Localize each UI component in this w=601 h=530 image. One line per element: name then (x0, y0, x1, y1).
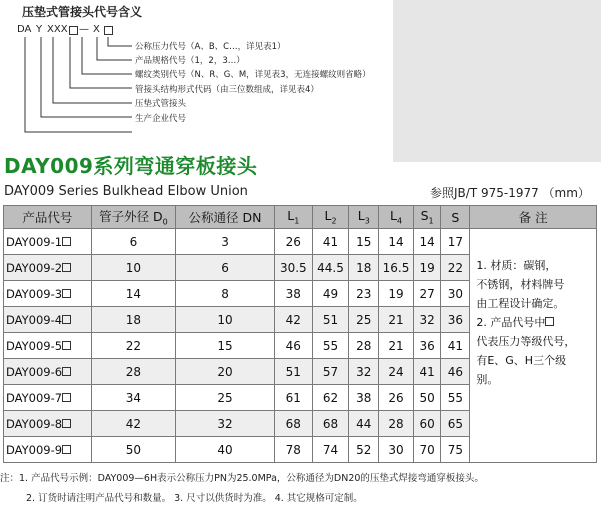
cell-s: 41 (441, 333, 470, 359)
remark-line: 有E、G、H三个级 (476, 354, 567, 367)
code-box-icon (62, 341, 71, 350)
cell-s1: 50 (413, 385, 441, 411)
cell-pipe-od: 14 (91, 281, 175, 307)
cell-l3: 23 (349, 281, 379, 307)
code-part-xxx: XXX (47, 24, 68, 35)
cell-s: 75 (441, 437, 470, 463)
footnote-2: 2. 订货时请注明产品代号和数量。 3. 尺寸以供货时为准。 4. 其它规格可定制。 (26, 493, 363, 504)
footnote-1: 注：1. 产品代号示例：DAY009—6H表示公称压力PN为25.0MPa，公称通径为DN20的压垫式焊接弯通穿板接头。 (0, 473, 484, 484)
cell-s1: 19 (413, 255, 441, 281)
spec-table (3, 205, 597, 463)
cell-l2: 44.5 (312, 255, 349, 281)
cell-nominal-dn: 10 (176, 307, 275, 333)
remarks-cell (470, 229, 597, 463)
header-s1: $S_1$ (413, 206, 441, 229)
code-explanation: 公称压力代号（A、B、C…，详见表1） (135, 42, 286, 52)
product-subtitle: DAY009 Series Bulkhead Elbow Union (4, 184, 248, 199)
cell-s1: 32 (413, 307, 441, 333)
remark-line: 别。 (476, 373, 499, 386)
remark-line: 代表压力等级代号， (476, 335, 576, 348)
cell-product-code: DAY009-4 (4, 307, 92, 333)
remark-line: 2. 产品代号中 (476, 313, 592, 332)
cell-l3: 28 (349, 333, 379, 359)
cell-l4: 21 (379, 333, 413, 359)
cell-l3: 15 (349, 229, 379, 255)
cell-nominal-dn: 40 (176, 437, 275, 463)
cell-l4: 16.5 (379, 255, 413, 281)
code-box-icon (62, 263, 71, 272)
cell-l3: 44 (349, 411, 379, 437)
cell-s: 55 (441, 385, 470, 411)
remark-line: 1. 材质：碳钢， (476, 259, 557, 272)
cell-l2: 49 (312, 281, 349, 307)
cell-nominal-dn: 6 (176, 255, 275, 281)
table-row (4, 229, 597, 255)
code-explanation: 压垫式管接头 (135, 99, 187, 109)
cell-product-code: DAY009-3 (4, 281, 92, 307)
code-box-icon (62, 419, 71, 428)
cell-l4: 30 (379, 437, 413, 463)
header-l4: $L_4$ (379, 206, 413, 229)
cell-pipe-od: 50 (91, 437, 175, 463)
header-pipe-od: 管子外径 $D_0$ (91, 206, 175, 229)
code-box-icon (62, 237, 71, 246)
cell-s1: 60 (413, 411, 441, 437)
cell-l4: 24 (379, 359, 413, 385)
cell-s: 36 (441, 307, 470, 333)
code-explanation: 产品规格代号（1，2，3…） (135, 56, 245, 66)
cell-l2: 57 (312, 359, 349, 385)
cell-l4: 14 (379, 229, 413, 255)
header-s: S (441, 206, 470, 229)
cell-l2: 62 (312, 385, 349, 411)
header-nominal-dn: 公称通径 DN (176, 206, 275, 229)
cell-product-code: DAY009-6 (4, 359, 92, 385)
cell-s1: 70 (413, 437, 441, 463)
cell-product-code: DAY009-9 (4, 437, 92, 463)
header-l1: $L_1$ (274, 206, 312, 229)
cell-pipe-od: 10 (91, 255, 175, 281)
cell-l4: 28 (379, 411, 413, 437)
cell-l1: 42 (274, 307, 312, 333)
code-explanation: 生产企业代号 (135, 114, 187, 124)
leader-line (108, 37, 132, 46)
leader-line (82, 37, 132, 74)
cell-nominal-dn: 20 (176, 359, 275, 385)
standard-reference: 参照JB/T 975-1977 （mm） (430, 186, 590, 200)
cell-s1: 14 (413, 229, 441, 255)
cell-s: 22 (441, 255, 470, 281)
header-l2: $L_2$ (312, 206, 349, 229)
remark-line: 不锈钢，材料牌号 (476, 278, 565, 291)
remark-line: 由工程设计确定。 (476, 297, 565, 310)
cell-s: 65 (441, 411, 470, 437)
cell-pipe-od: 34 (91, 385, 175, 411)
cell-s: 30 (441, 281, 470, 307)
code-box-icon (62, 445, 71, 454)
code-part-dash: — (79, 24, 89, 35)
cell-l2: 55 (312, 333, 349, 359)
code-part-y: Y (36, 24, 43, 35)
code-part-x: X (93, 24, 100, 35)
leader-line (70, 37, 132, 88)
cell-l1: 78 (274, 437, 312, 463)
cell-l1: 51 (274, 359, 312, 385)
leader-line (53, 37, 132, 103)
cell-l2: 51 (312, 307, 349, 333)
cell-s1: 27 (413, 281, 441, 307)
code-box-icon (62, 289, 71, 298)
leader-line (41, 37, 132, 117)
cell-l1: 38 (274, 281, 312, 307)
code-box-icon (62, 315, 71, 324)
code-box-icon (62, 393, 71, 402)
header-product-code: 产品代号 (4, 206, 92, 229)
cell-pipe-od: 28 (91, 359, 175, 385)
cell-pipe-od: 6 (91, 229, 175, 255)
cell-l3: 38 (349, 385, 379, 411)
cell-l2: 68 (312, 411, 349, 437)
cell-l1: 68 (274, 411, 312, 437)
header-remarks: 备 注 (470, 206, 597, 229)
cell-s1: 36 (413, 333, 441, 359)
header-l3: $L_3$ (349, 206, 379, 229)
cell-nominal-dn: 25 (176, 385, 275, 411)
cell-l3: 32 (349, 359, 379, 385)
cell-nominal-dn: 8 (176, 281, 275, 307)
cell-pipe-od: 18 (91, 307, 175, 333)
leader-line (97, 37, 132, 60)
cell-nominal-dn: 15 (176, 333, 275, 359)
code-explanation: 螺纹类别代号（N、R、G、M，详见表3，无连接螺纹则省略） (135, 70, 371, 80)
table-header-row (4, 206, 597, 229)
code-diagram-title: 压垫式管接头代号含义 (22, 5, 143, 19)
cell-l3: 18 (349, 255, 379, 281)
cell-pipe-od: 42 (91, 411, 175, 437)
code-explanation: 管接头结构形式代码（由三位数组成，详见表4） (135, 85, 319, 95)
cell-s: 46 (441, 359, 470, 385)
cell-l1: 61 (274, 385, 312, 411)
code-part-da: DA (17, 24, 32, 35)
cell-l4: 19 (379, 281, 413, 307)
cell-l4: 21 (379, 307, 413, 333)
product-title: DAY009系列弯通穿板接头 (4, 154, 258, 178)
cell-product-code: DAY009-8 (4, 411, 92, 437)
cell-product-code: DAY009-7 (4, 385, 92, 411)
cell-nominal-dn: 32 (176, 411, 275, 437)
cell-l4: 26 (379, 385, 413, 411)
cell-product-code: DAY009-2 (4, 255, 92, 281)
cell-s: 17 (441, 229, 470, 255)
cell-product-code: DAY009-1 (4, 229, 92, 255)
cell-nominal-dn: 3 (176, 229, 275, 255)
cell-l2: 41 (312, 229, 349, 255)
cell-l2: 74 (312, 437, 349, 463)
cell-l3: 52 (349, 437, 379, 463)
cell-l1: 26 (274, 229, 312, 255)
code-box-icon (62, 367, 71, 376)
cell-s1: 41 (413, 359, 441, 385)
cell-pipe-od: 22 (91, 333, 175, 359)
code-box-icon (545, 317, 554, 326)
cell-product-code: DAY009-5 (4, 333, 92, 359)
cell-l1: 46 (274, 333, 312, 359)
cell-l3: 25 (349, 307, 379, 333)
cell-l1: 30.5 (274, 255, 312, 281)
